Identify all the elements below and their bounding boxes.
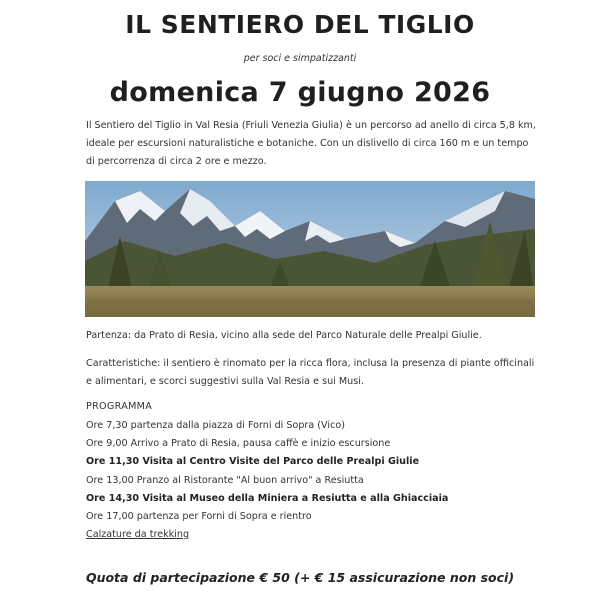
landscape-illustration (85, 181, 535, 317)
event-date: domenica 7 giugno 2026 (109, 77, 491, 108)
features-info: Caratteristiche: il sentiero è rinomato per la ricca flora, inclusa la presenza di piante officinali e alimentari, e scorci suggestivi sulla Val Resia e sui Musi. (86, 358, 535, 387)
intro-paragraph: Il Sentiero del Tiglio in Val Resia (Friuli Venezia Giulia) è un percorso ad anello di circa 5,8 km, ideale per escursioni naturalistiche e botaniche. Con un dislivello di circa 160 m e un tempo di percorrenza di circa 2 ore e mezzo. (86, 120, 536, 167)
program-list (86, 417, 546, 526)
program-item: Ore 17,00 partenza per Forni di Sopra e rientro (86, 511, 312, 523)
program-heading: PROGRAMMA (86, 401, 153, 412)
participation-fee: Quota di partecipazione € 50 (+ € 15 assicurazione non soci) (85, 570, 515, 585)
program-item: Ore 11,30 Visita al Centro Visite del Parco delle Prealpi Giulie (86, 456, 420, 468)
program-item: Ore 14,30 Visita al Museo della Miniera a Resiutta e alla Ghiacciaia (86, 492, 449, 504)
program-item: Ore 7,30 partenza dalla piazza di Forni di Sopra (Vico) (86, 420, 345, 431)
mountain-landscape-photo (85, 181, 535, 317)
page-title: IL SENTIERO DEL TIGLIO (125, 10, 475, 39)
departure-info: Partenza: da Prato di Resia, vicino alla sede del Parco Naturale delle Prealpi Giulie. (86, 330, 482, 341)
subtitle: per soci e simpatizzanti (243, 53, 357, 64)
program-item: Ore 9,00 Arrivo a Prato di Resia, pausa caffè e inizio escursione (86, 438, 391, 450)
footwear-note: Calzature da trekking (86, 529, 190, 540)
program-item: Ore 13,00 Pranzo al Ristorante "Al buon arrivo" a Resiutta (86, 474, 364, 486)
